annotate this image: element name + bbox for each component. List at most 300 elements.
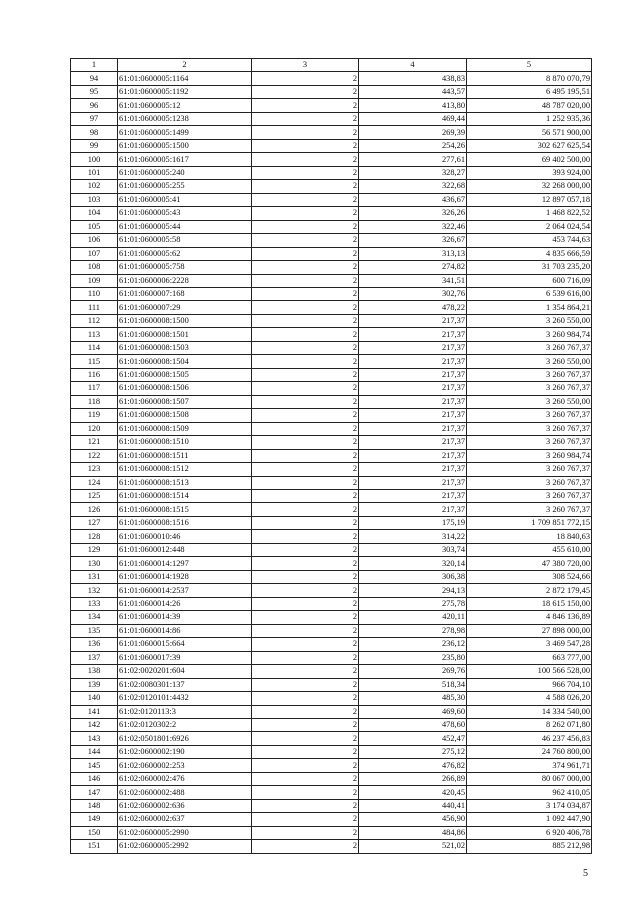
cadastral-number-cell: 61:01:0600005:58 (118, 234, 252, 247)
row-number-cell: 96 (71, 99, 118, 112)
code-cell: 2 (252, 692, 359, 705)
table-row (71, 99, 592, 112)
cadastral-number-cell: 61:01:0600005:240 (118, 166, 252, 179)
row-number-cell: 129 (71, 543, 118, 556)
row-number-cell: 103 (71, 193, 118, 206)
cadastral-number-cell: 61:01:0600010:46 (118, 530, 252, 543)
specific-value-cell: 217,37 (359, 436, 467, 449)
specific-value-cell: 313,13 (359, 247, 467, 260)
table-row (71, 826, 592, 839)
cadastral-value-cell: 3 260 984,74 (467, 328, 592, 341)
cadastral-value-cell: 24 760 800,00 (467, 745, 592, 758)
cadastral-number-cell: 61:01:0600014:26 (118, 597, 252, 610)
cadastral-value-cell: 3 469 547,28 (467, 638, 592, 651)
table-row (71, 112, 592, 125)
code-cell: 2 (252, 112, 359, 125)
row-number-cell: 99 (71, 139, 118, 152)
cadastral-value-cell: 6 495 195,51 (467, 85, 592, 98)
cadastral-number-cell: 61:01:0600008:1513 (118, 476, 252, 489)
cadastral-value-cell: 1 354 864,21 (467, 301, 592, 314)
row-number-cell: 94 (71, 72, 118, 85)
code-cell: 2 (252, 395, 359, 408)
cadastral-value-cell: 69 402 500,00 (467, 153, 592, 166)
table-row (71, 732, 592, 745)
cadastral-value-cell: 48 787 020,00 (467, 99, 592, 112)
cadastral-number-cell: 61:01:0600005:12 (118, 99, 252, 112)
row-number-cell: 132 (71, 584, 118, 597)
code-cell: 2 (252, 530, 359, 543)
specific-value-cell: 254,26 (359, 139, 467, 152)
specific-value-cell: 478,60 (359, 718, 467, 731)
page-number: 5 (583, 868, 588, 879)
cadastral-number-cell: 61:02:0600005:2992 (118, 840, 252, 853)
specific-value-cell: 326,26 (359, 207, 467, 220)
cadastral-value-cell: 12 897 057,18 (467, 193, 592, 206)
table-row (71, 476, 592, 489)
cadastral-number-cell: 61:01:0600007:168 (118, 287, 252, 300)
specific-value-cell: 438,83 (359, 72, 467, 85)
table-row (71, 261, 592, 274)
specific-value-cell: 278,98 (359, 624, 467, 637)
cadastral-number-cell: 61:01:0600005:1500 (118, 139, 252, 152)
row-number-cell: 147 (71, 786, 118, 799)
cadastral-number-cell: 61:01:0600014:39 (118, 611, 252, 624)
table-row (71, 126, 592, 139)
cadastral-value-cell: 31 703 235,20 (467, 261, 592, 274)
cadastral-value-cell: 100 566 528,00 (467, 665, 592, 678)
cadastral-number-cell: 61:01:0600005:1238 (118, 112, 252, 125)
specific-value-cell: 440,41 (359, 799, 467, 812)
table-row (71, 395, 592, 408)
cadastral-value-cell: 46 237 456,83 (467, 732, 592, 745)
row-number-cell: 117 (71, 382, 118, 395)
row-number-cell: 141 (71, 705, 118, 718)
row-number-cell: 134 (71, 611, 118, 624)
specific-value-cell: 341,51 (359, 274, 467, 287)
cadastral-number-cell: 61:02:0600002:476 (118, 772, 252, 785)
table-row (71, 799, 592, 812)
table-row (71, 247, 592, 260)
code-cell: 2 (252, 436, 359, 449)
code-cell: 2 (252, 611, 359, 624)
table-row (71, 180, 592, 193)
specific-value-cell: 320,14 (359, 557, 467, 570)
code-cell: 2 (252, 166, 359, 179)
table-row (71, 557, 592, 570)
specific-value-cell: 521,02 (359, 840, 467, 853)
specific-value-cell: 469,60 (359, 705, 467, 718)
table-row (71, 436, 592, 449)
code-cell: 2 (252, 180, 359, 193)
specific-value-cell: 485,30 (359, 692, 467, 705)
table-row (71, 530, 592, 543)
row-number-cell: 139 (71, 678, 118, 691)
specific-value-cell: 275,78 (359, 597, 467, 610)
cadastral-number-cell: 61:01:0600008:1507 (118, 395, 252, 408)
code-cell: 2 (252, 826, 359, 839)
table-row (71, 840, 592, 853)
cadastral-value-cell: 3 260 550,00 (467, 355, 592, 368)
table-row (71, 503, 592, 516)
table-row (71, 449, 592, 462)
cadastral-value-cell: 302 627 625,54 (467, 139, 592, 152)
cadastral-number-cell: 61:01:0600008:1506 (118, 382, 252, 395)
cadastral-value-cell: 8 262 071,80 (467, 718, 592, 731)
table-row (71, 220, 592, 233)
code-cell: 2 (252, 193, 359, 206)
code-cell: 2 (252, 516, 359, 529)
cadastral-number-cell: 61:01:0600008:1505 (118, 368, 252, 381)
table-row (71, 718, 592, 731)
table-row (71, 463, 592, 476)
cadastral-number-cell: 61:01:0600008:1503 (118, 341, 252, 354)
specific-value-cell: 275,12 (359, 745, 467, 758)
table-row (71, 368, 592, 381)
table-row (71, 624, 592, 637)
row-number-cell: 125 (71, 490, 118, 503)
row-number-cell: 121 (71, 436, 118, 449)
code-cell: 2 (252, 624, 359, 637)
specific-value-cell: 217,37 (359, 449, 467, 462)
table-row (71, 287, 592, 300)
cadastral-value-cell: 962 410,05 (467, 786, 592, 799)
table-row (71, 301, 592, 314)
code-cell: 2 (252, 490, 359, 503)
specific-value-cell: 322,68 (359, 180, 467, 193)
cadastral-value-cell: 47 380 720,00 (467, 557, 592, 570)
specific-value-cell: 217,37 (359, 355, 467, 368)
cadastral-number-cell: 61:02:0020201:604 (118, 665, 252, 678)
row-number-cell: 138 (71, 665, 118, 678)
code-cell: 2 (252, 557, 359, 570)
cadastral-value-cell: 14 334 540,00 (467, 705, 592, 718)
table-row (71, 516, 592, 529)
cadastral-number-cell: 61:01:0600005:1617 (118, 153, 252, 166)
cadastral-value-cell: 1 709 851 772,15 (467, 516, 592, 529)
cadastral-value-cell: 27 898 000,00 (467, 624, 592, 637)
row-number-cell: 97 (71, 112, 118, 125)
cadastral-number-cell: 61:02:0600002:488 (118, 786, 252, 799)
table-row (71, 705, 592, 718)
cadastral-value-cell: 308 524,66 (467, 570, 592, 583)
code-cell: 2 (252, 261, 359, 274)
specific-value-cell: 236,12 (359, 638, 467, 651)
table-row (71, 570, 592, 583)
table-row (71, 85, 592, 98)
specific-value-cell: 484,86 (359, 826, 467, 839)
code-cell: 2 (252, 449, 359, 462)
specific-value-cell: 274,82 (359, 261, 467, 274)
cadastral-number-cell: 61:01:0600005:1192 (118, 85, 252, 98)
cadastral-value-cell: 18 840,63 (467, 530, 592, 543)
specific-value-cell: 306,38 (359, 570, 467, 583)
code-cell: 2 (252, 759, 359, 772)
cadastral-number-cell: 61:02:0600002:190 (118, 745, 252, 758)
row-number-cell: 112 (71, 314, 118, 327)
cadastral-number-cell: 61:02:0120302:2 (118, 718, 252, 731)
table-row (71, 72, 592, 85)
cadastral-number-cell: 61:02:0600005:2990 (118, 826, 252, 839)
cadastral-number-cell: 61:01:0600008:1509 (118, 422, 252, 435)
specific-value-cell: 436,67 (359, 193, 467, 206)
code-cell: 2 (252, 476, 359, 489)
table-row (71, 759, 592, 772)
cadastral-number-cell: 61:01:0600008:1514 (118, 490, 252, 503)
specific-value-cell: 217,37 (359, 476, 467, 489)
cadastral-number-cell: 61:01:0600006:2228 (118, 274, 252, 287)
cadastral-number-cell: 61:01:0600005:44 (118, 220, 252, 233)
table-row (71, 341, 592, 354)
code-cell: 2 (252, 543, 359, 556)
row-number-cell: 135 (71, 624, 118, 637)
cadastral-value-cell: 3 260 767,37 (467, 463, 592, 476)
code-cell: 2 (252, 638, 359, 651)
column-header-5: 5 (467, 59, 592, 72)
row-number-cell: 102 (71, 180, 118, 193)
cadastral-value-table (70, 58, 592, 854)
row-number-cell: 126 (71, 503, 118, 516)
table-row (71, 490, 592, 503)
column-header-3: 3 (252, 59, 359, 72)
specific-value-cell: 443,57 (359, 85, 467, 98)
code-cell: 2 (252, 463, 359, 476)
table-row (71, 745, 592, 758)
cadastral-number-cell: 61:02:0120101:4432 (118, 692, 252, 705)
cadastral-number-cell: 61:01:0600008:1508 (118, 409, 252, 422)
cadastral-value-cell: 1 468 822,52 (467, 207, 592, 220)
cadastral-number-cell: 61:01:0600008:1510 (118, 436, 252, 449)
code-cell: 2 (252, 274, 359, 287)
cadastral-value-cell: 3 260 767,37 (467, 490, 592, 503)
cadastral-value-cell: 374 961,71 (467, 759, 592, 772)
cadastral-number-cell: 61:01:0600017:39 (118, 651, 252, 664)
cadastral-value-cell: 4 835 666,59 (467, 247, 592, 260)
table-row (71, 382, 592, 395)
cadastral-value-cell: 2 872 179,45 (467, 584, 592, 597)
specific-value-cell: 266,89 (359, 772, 467, 785)
code-cell: 2 (252, 799, 359, 812)
cadastral-number-cell: 61:02:0600002:253 (118, 759, 252, 772)
table-header-row (71, 59, 592, 72)
row-number-cell: 111 (71, 301, 118, 314)
table-row (71, 193, 592, 206)
cadastral-number-cell: 61:01:0600008:1516 (118, 516, 252, 529)
specific-value-cell: 217,37 (359, 463, 467, 476)
row-number-cell: 130 (71, 557, 118, 570)
cadastral-value-cell: 3 260 767,37 (467, 382, 592, 395)
cadastral-value-cell: 3 260 767,37 (467, 409, 592, 422)
specific-value-cell: 476,82 (359, 759, 467, 772)
cadastral-value-cell: 966 704,10 (467, 678, 592, 691)
row-number-cell: 120 (71, 422, 118, 435)
row-number-cell: 98 (71, 126, 118, 139)
row-number-cell: 131 (71, 570, 118, 583)
row-number-cell: 113 (71, 328, 118, 341)
code-cell: 2 (252, 99, 359, 112)
code-cell: 2 (252, 786, 359, 799)
row-number-cell: 122 (71, 449, 118, 462)
code-cell: 2 (252, 840, 359, 853)
specific-value-cell: 413,80 (359, 99, 467, 112)
column-header-1: 1 (71, 59, 118, 72)
table-row (71, 234, 592, 247)
cadastral-number-cell: 61:01:0600012:448 (118, 543, 252, 556)
row-number-cell: 128 (71, 530, 118, 543)
cadastral-value-cell: 18 615 150,00 (467, 597, 592, 610)
cadastral-value-cell: 4 846 136,89 (467, 611, 592, 624)
cadastral-value-cell: 3 260 767,37 (467, 503, 592, 516)
cadastral-number-cell: 61:01:0600005:758 (118, 261, 252, 274)
row-number-cell: 127 (71, 516, 118, 529)
specific-value-cell: 326,67 (359, 234, 467, 247)
cadastral-value-cell: 453 744,63 (467, 234, 592, 247)
specific-value-cell: 314,22 (359, 530, 467, 543)
table-row (71, 651, 592, 664)
row-number-cell: 114 (71, 341, 118, 354)
cadastral-value-cell: 80 067 000,00 (467, 772, 592, 785)
cadastral-value-cell: 455 610,00 (467, 543, 592, 556)
code-cell: 2 (252, 732, 359, 745)
cadastral-value-cell: 1 252 935,36 (467, 112, 592, 125)
specific-value-cell: 175,19 (359, 516, 467, 529)
cadastral-number-cell: 61:01:0600008:1511 (118, 449, 252, 462)
cadastral-number-cell: 61:01:0600007:29 (118, 301, 252, 314)
cadastral-number-cell: 61:02:0501801:6926 (118, 732, 252, 745)
table-row (71, 328, 592, 341)
cadastral-number-cell: 61:01:0600008:1504 (118, 355, 252, 368)
table-row (71, 314, 592, 327)
row-number-cell: 146 (71, 772, 118, 785)
specific-value-cell: 452,47 (359, 732, 467, 745)
code-cell: 2 (252, 409, 359, 422)
specific-value-cell: 217,37 (359, 382, 467, 395)
cadastral-number-cell: 61:01:0600014:1297 (118, 557, 252, 570)
table-row (71, 139, 592, 152)
code-cell: 2 (252, 597, 359, 610)
cadastral-value-cell: 3 260 550,00 (467, 395, 592, 408)
specific-value-cell: 217,37 (359, 314, 467, 327)
row-number-cell: 143 (71, 732, 118, 745)
row-number-cell: 101 (71, 166, 118, 179)
cadastral-value-cell: 3 260 550,00 (467, 314, 592, 327)
cadastral-number-cell: 61:01:0600005:255 (118, 180, 252, 193)
column-header-4: 4 (359, 59, 467, 72)
code-cell: 2 (252, 139, 359, 152)
cadastral-number-cell: 61:02:0600002:636 (118, 799, 252, 812)
row-number-cell: 148 (71, 799, 118, 812)
table-row (71, 584, 592, 597)
code-cell: 2 (252, 772, 359, 785)
row-number-cell: 118 (71, 395, 118, 408)
cadastral-number-cell: 61:01:0600005:41 (118, 193, 252, 206)
row-number-cell: 109 (71, 274, 118, 287)
row-number-cell: 123 (71, 463, 118, 476)
cadastral-value-cell: 32 268 000,00 (467, 180, 592, 193)
cadastral-value-cell: 3 260 767,37 (467, 368, 592, 381)
table-row (71, 611, 592, 624)
cadastral-value-cell: 1 092 447,90 (467, 813, 592, 826)
cadastral-value-cell: 3 174 034,87 (467, 799, 592, 812)
cadastral-number-cell: 61:01:0600005:1499 (118, 126, 252, 139)
row-number-cell: 144 (71, 745, 118, 758)
row-number-cell: 151 (71, 840, 118, 853)
row-number-cell: 142 (71, 718, 118, 731)
specific-value-cell: 420,11 (359, 611, 467, 624)
code-cell: 2 (252, 153, 359, 166)
specific-value-cell: 328,27 (359, 166, 467, 179)
specific-value-cell: 303,74 (359, 543, 467, 556)
cadastral-number-cell: 61:01:0600005:1164 (118, 72, 252, 85)
code-cell: 2 (252, 234, 359, 247)
code-cell: 2 (252, 745, 359, 758)
specific-value-cell: 294,13 (359, 584, 467, 597)
cadastral-value-cell: 3 260 767,37 (467, 436, 592, 449)
code-cell: 2 (252, 705, 359, 718)
row-number-cell: 110 (71, 287, 118, 300)
table-row (71, 786, 592, 799)
specific-value-cell: 518,34 (359, 678, 467, 691)
cadastral-number-cell: 61:01:0600005:43 (118, 207, 252, 220)
table-row (71, 153, 592, 166)
code-cell: 2 (252, 718, 359, 731)
specific-value-cell: 217,37 (359, 341, 467, 354)
code-cell: 2 (252, 665, 359, 678)
row-number-cell: 116 (71, 368, 118, 381)
table-row (71, 638, 592, 651)
specific-value-cell: 217,37 (359, 328, 467, 341)
row-number-cell: 106 (71, 234, 118, 247)
specific-value-cell: 269,39 (359, 126, 467, 139)
code-cell: 2 (252, 355, 359, 368)
cadastral-number-cell: 61:02:0080301:137 (118, 678, 252, 691)
code-cell: 2 (252, 503, 359, 516)
column-header-2: 2 (118, 59, 252, 72)
specific-value-cell: 217,37 (359, 490, 467, 503)
table-row (71, 772, 592, 785)
code-cell: 2 (252, 570, 359, 583)
cadastral-value-cell: 6 920 406,78 (467, 826, 592, 839)
specific-value-cell: 277,61 (359, 153, 467, 166)
cadastral-number-cell: 61:01:0600008:1501 (118, 328, 252, 341)
specific-value-cell: 478,22 (359, 301, 467, 314)
table-row (71, 166, 592, 179)
specific-value-cell: 322,46 (359, 220, 467, 233)
cadastral-number-cell: 61:02:0600002:637 (118, 813, 252, 826)
cadastral-value-cell: 3 260 767,37 (467, 476, 592, 489)
specific-value-cell: 217,37 (359, 422, 467, 435)
code-cell: 2 (252, 382, 359, 395)
table-row (71, 813, 592, 826)
code-cell: 2 (252, 813, 359, 826)
specific-value-cell: 217,37 (359, 368, 467, 381)
row-number-cell: 105 (71, 220, 118, 233)
code-cell: 2 (252, 422, 359, 435)
row-number-cell: 140 (71, 692, 118, 705)
table-row (71, 207, 592, 220)
row-number-cell: 133 (71, 597, 118, 610)
table-row (71, 692, 592, 705)
row-number-cell: 115 (71, 355, 118, 368)
cadastral-value-cell: 3 260 767,37 (467, 422, 592, 435)
code-cell: 2 (252, 126, 359, 139)
table-body (71, 72, 592, 853)
cadastral-value-cell: 8 870 070,79 (467, 72, 592, 85)
table-row (71, 409, 592, 422)
specific-value-cell: 217,37 (359, 409, 467, 422)
cadastral-number-cell: 61:01:0600008:1512 (118, 463, 252, 476)
code-cell: 2 (252, 220, 359, 233)
row-number-cell: 107 (71, 247, 118, 260)
